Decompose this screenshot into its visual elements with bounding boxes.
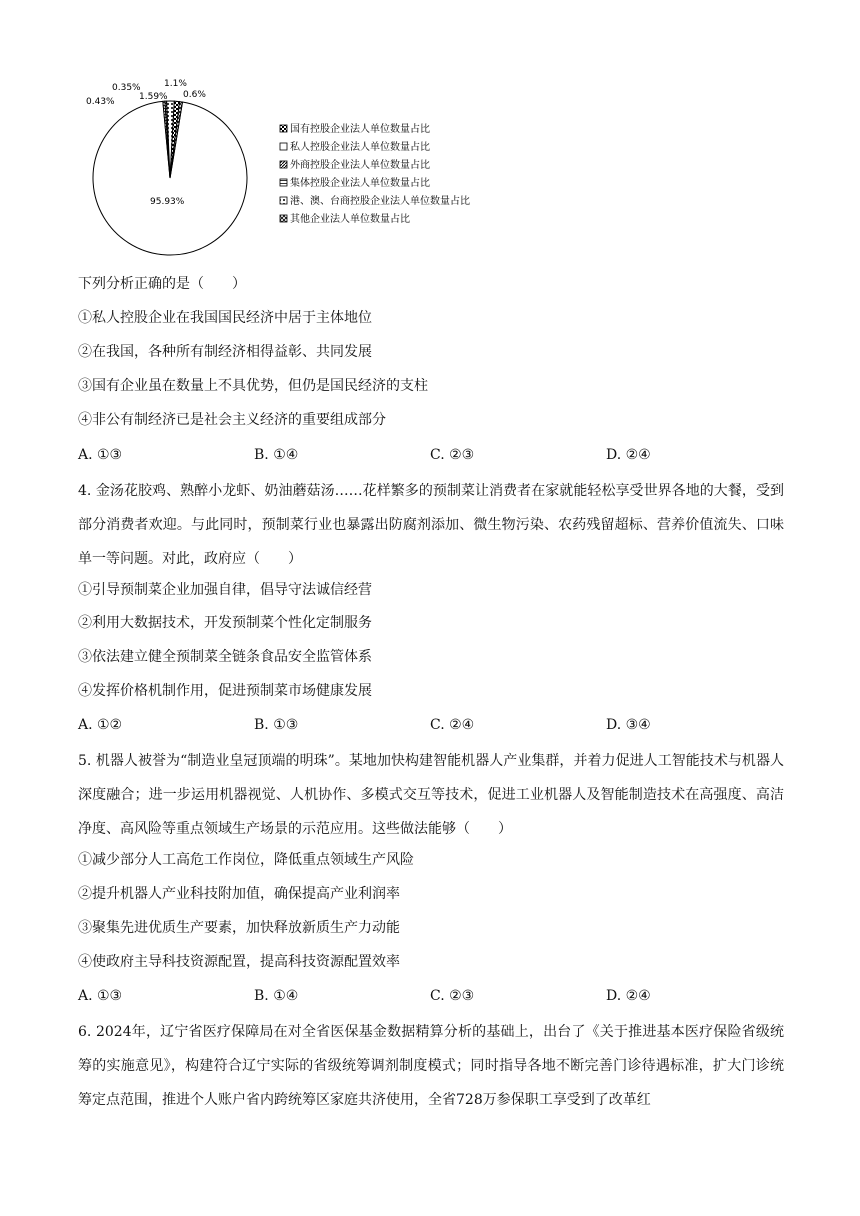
legend-label: 集体控股企业法人单位数量占比 <box>290 178 430 189</box>
q4-statement-4: ④发挥价格机制作用，促进预制菜市场健康发展 <box>78 683 372 699</box>
pie-chart <box>78 74 498 264</box>
q3-stem: 下列分析正确的是（ ） <box>78 276 246 292</box>
legend-swatch <box>280 143 287 150</box>
q3-statement-2: ②在我国，各种所有制经济相得益彰、共同发展 <box>78 344 372 360</box>
q5-option-c[interactable]: C. ②③ <box>430 988 475 1004</box>
legend-label: 港、澳、台商控股企业法人单位数量占比 <box>290 196 470 207</box>
q4-option-a[interactable]: A. ①② <box>78 717 123 733</box>
q3-statement-4: ④非公有制经济已是社会主义经济的重要组成部分 <box>78 412 386 428</box>
q5-option-d[interactable]: D. ②④ <box>606 988 651 1004</box>
q5-statement-1: ①减少部分人工高危工作岗位，降低重点领域生产风险 <box>78 852 414 868</box>
legend-swatch <box>280 197 287 204</box>
pie-percent-label: 95.93% <box>150 197 185 207</box>
q5-option-b[interactable]: B. ①④ <box>254 988 299 1004</box>
q5-stem: 5. 机器人被誉为“制造业皇冠顶端的明珠”。某地加快构建智能机器人产业集群，并着力促进人工智能技术与机器人深度融合；进一步运用机器视觉、人机协作、多模式交互等技术，促进工业机器人及智能制造技术在高强度、高洁净度、高风险等重点领域生产场景的示范应用。这些做法能够（ ） <box>78 753 784 837</box>
q5-statement-4: ④使政府主导科技资源配置，提高科技资源配置效率 <box>78 954 400 970</box>
q5-statement-3: ③聚集先进优质生产要素，加快释放新质生产力动能 <box>78 920 400 936</box>
legend-swatch <box>280 125 287 132</box>
legend-label: 私人控股企业法人单位数量占比 <box>290 142 430 153</box>
pie-percent-label: 1.1% <box>164 79 187 89</box>
legend-swatch <box>280 161 287 168</box>
q5-options <box>78 986 784 1006</box>
q3-option-d[interactable]: D. ②④ <box>606 447 651 463</box>
legend-label: 其他企业法人单位数量占比 <box>290 214 410 225</box>
q3-option-a[interactable]: A. ①③ <box>78 447 123 463</box>
legend-swatch <box>280 179 287 186</box>
pie-percent-label: 1.59% <box>139 92 168 102</box>
legend-label: 国有控股企业法人单位数量占比 <box>290 124 430 135</box>
q6-stem: 6. 2024年，辽宁省医疗保障局在对全省医保基金数据精算分析的基础上，出台了《关于推进基本医疗保险省级统筹的实施意见》，构建符合辽宁实际的省级统筹调剂制度模式；同时指导各地不断完善门诊待遇标准，扩大门诊统筹定点范围，推进个人账户省内跨统筹区家庭共济使用，全省728万参保职工享受到了改革红 <box>78 1024 784 1108</box>
q4-statement-1: ①引导预制菜企业加强自律，倡导守法诚信经营 <box>78 582 372 598</box>
q4-statement-3: ③依法建立健全预制菜全链条食品安全监管体系 <box>78 649 372 665</box>
q5-option-a[interactable]: A. ①③ <box>78 988 123 1004</box>
legend-swatch <box>280 215 287 222</box>
legend-label: 外商控股企业法人单位数量占比 <box>290 160 430 171</box>
q4-option-b[interactable]: B. ①③ <box>254 717 299 733</box>
q3-options <box>78 445 784 465</box>
pie-percent-label: 0.43% <box>86 97 115 107</box>
pie-percent-label: 0.6% <box>183 90 206 100</box>
q4-option-d[interactable]: D. ③④ <box>606 717 651 733</box>
q5-statement-2: ②提升机器人产业科技附加值，确保提高产业利润率 <box>78 886 400 902</box>
pie-percent-label: 0.35% <box>112 83 141 93</box>
q3-option-c[interactable]: C. ②③ <box>430 447 475 463</box>
q3-statement-3: ③国有企业虽在数量上不具优势，但仍是国民经济的支柱 <box>78 378 428 394</box>
q3-statement-1: ①私人控股企业在我国国民经济中居于主体地位 <box>78 310 372 326</box>
q4-options <box>78 715 784 735</box>
q4-option-c[interactable]: C. ②④ <box>430 717 475 733</box>
q4-stem: 4. 金汤花胶鸡、熟醉小龙虾、奶油蘑菇汤……花样繁多的预制菜让消费者在家就能轻松享受世界各地的大餐，受到部分消费者欢迎。与此同时，预制菜行业也暴露出防腐剂添加、微生物污染、农药残留超标、营养价值流失、口味单一等问题。对此，政府应（ ） <box>78 483 784 567</box>
q3-option-b[interactable]: B. ①④ <box>254 447 299 463</box>
q4-statement-2: ②利用大数据技术，开发预制菜个性化定制服务 <box>78 615 372 631</box>
